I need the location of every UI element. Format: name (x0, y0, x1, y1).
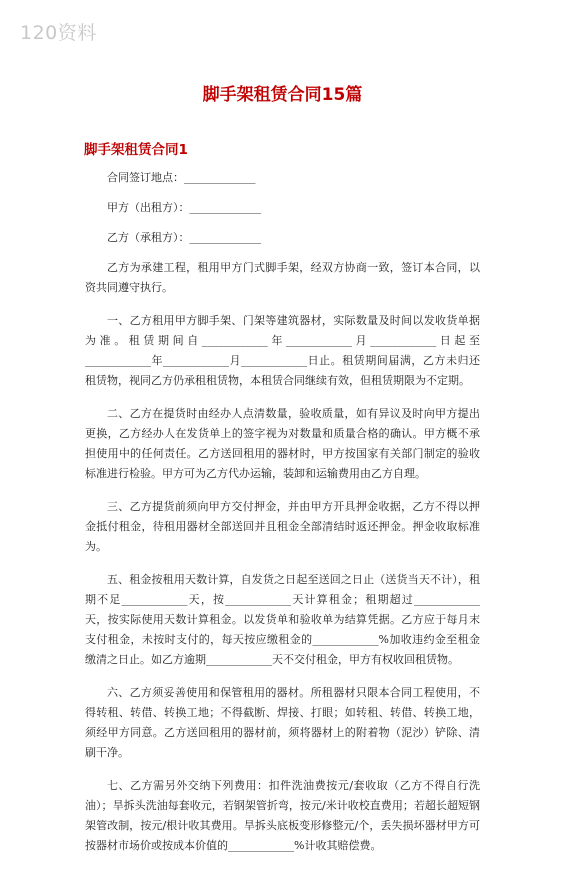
contract-body (85, 168, 480, 869)
field-lessee: 乙方（承租方）：_____________ (107, 231, 261, 244)
section-title: 脚手架租赁合同1 (84, 142, 188, 158)
paragraph-clause-3: 三、乙方提货前须向甲方交付押金，并由甲方开具押金收据，乙方不得以押金抵付租金，待租用器材全部送回并且租金全部清结时返还押金。押金收取标准为。 (85, 500, 480, 553)
paragraph-intro: 乙方为承建工程，租用甲方门式脚手架，经双方协商一致，签订本合同，以资共同遵守执行。 (85, 261, 480, 294)
field-lessor: 甲方（出租方）：_____________ (107, 201, 261, 214)
document-title: 脚手架租赁合同15篇 (202, 85, 363, 105)
paragraph-clause-7: 七、乙方需另外交纳下列费用：扣件洗油费按元/套收取（乙方不得自行洗油）；旱拆头洗油每套收元，若钢架管折弯，按元/米计收校直费用；若超长超短钢架管改制，按元/根计收其费用。旱拆头底板变形修整元/个，丢失损坏器材甲方可按器材市场价或按成本价值的____________%计收其赔偿费。 (85, 779, 480, 852)
watermark: 120资料 (20, 22, 97, 44)
paragraph-clause-5: 五、租金按租用天数计算，自发货之日起至送回之日止（送货当天不计），租期不足____________天，按____________天计算租金；租期超过____________天，按实际使用天数计算租金。以发货单和验收单为结算凭据。乙方应于每月末支付租金，未按时支付的，每天按应缴租金的____________%加收违约金至租金缴清之日止。如乙方逾期____________天不交付租金，甲方有权收回租赁物。 (85, 573, 480, 666)
paragraph-clause-2: 二、乙方在提货时由经办人点清数量，验收质量，如有异议及时向甲方提出更换，乙方经办人在发货单上的签字视为对数量和质量合格的确认。甲方概不承担使用中的任何责任。乙方送回租用的器材时，甲方按国家有关部门制定的验收标准进行检验。甲方可为乙方代办运输，装卸和运输费用由乙方自理。 (85, 407, 480, 480)
paragraph-clause-6: 六、乙方须妥善使用和保管租用的器材。所租器材只限本合同工程使用，不得转租、转借、转换工地；不得截断、焊接、打眼；如转租、转借、转换工地，须经甲方同意。乙方送回租用的器材前，须将器材上的附着物（泥沙）铲除、清刷干净。 (85, 686, 480, 759)
field-signing-place: 合同签订地点：_____________ (107, 171, 256, 184)
paragraph-clause-1: 一、乙方租用甲方脚手架、门架等建筑器材，实际数量及时间以发收货单据为准。租赁期间自____________年____________月____________日起至____________年____________月____________日止。租赁期间届满，乙方未归还租赁物，视同乙方仍承租租赁物，本租赁合同继续有效，但租赁期限为不定期。 (85, 314, 480, 387)
